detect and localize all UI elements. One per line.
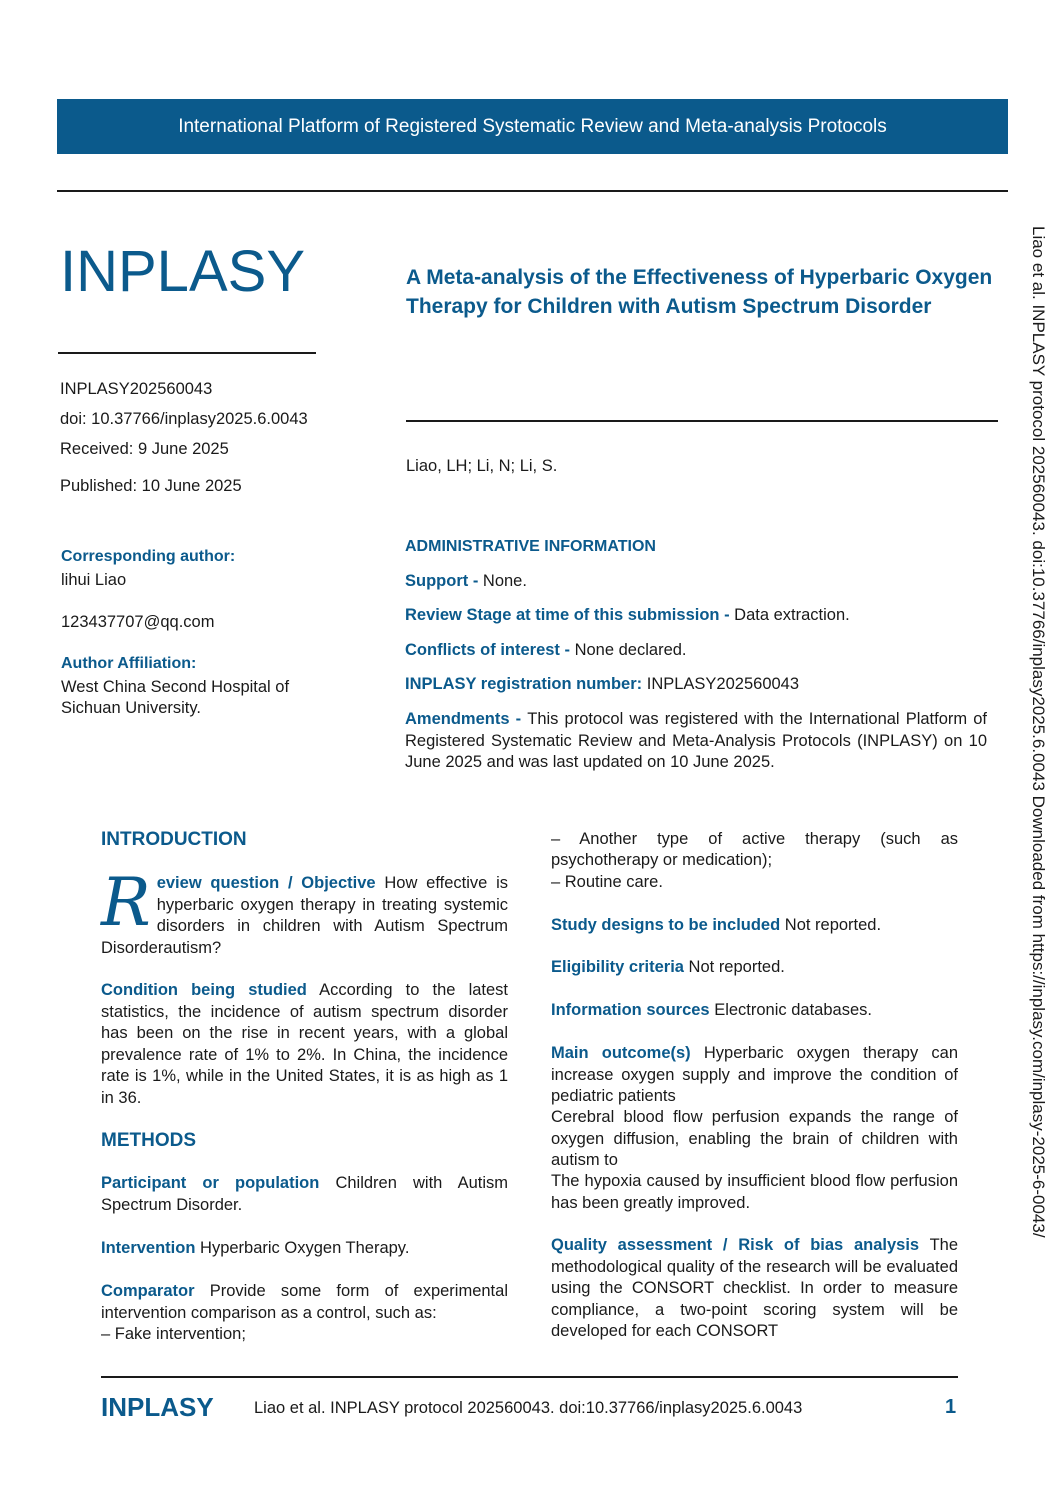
comparator-item-2b: psychotherapy or medication); — [551, 851, 773, 869]
main-outcome-label: Main outcome(s) — [551, 1044, 691, 1062]
doi-text[interactable]: doi: 10.37766/inplasy2025.6.0043 — [60, 410, 308, 428]
condition-text: According to the latest statistics, the incidence of autism spectrum disorder has been on the rise in recent years, with a global prevalence rate of 1% to 2%. In China, the incidence rate is 1%, while in the United States, it is as high as 1 in 36. — [101, 981, 509, 1107]
intervention-label: Intervention — [101, 1239, 196, 1257]
amendments-label: Amendments - — [405, 710, 528, 728]
quality-assessment-label: Quality assessment / Risk of bias analysis — [551, 1236, 920, 1254]
comparator-label: Comparator — [101, 1282, 195, 1300]
header-rule — [57, 190, 1008, 192]
published-date: Published: 10 June 2025 — [60, 477, 242, 495]
methods-heading: METHODS — [101, 1130, 196, 1151]
conflicts-label: Conflicts of interest - — [405, 641, 575, 659]
support-row — [405, 572, 527, 591]
comparator-item-1: – Fake intervention; — [101, 1325, 246, 1343]
platform-banner — [57, 99, 1008, 154]
review-stage-label: Review Stage at time of this submission - — [405, 606, 735, 624]
information-sources-label: Information sources — [551, 1001, 710, 1019]
affiliation-line-2: Sichuan University. — [61, 699, 202, 717]
inplasy-logo: INPLASY — [60, 239, 305, 304]
comparator-item-2a: – Another type of active therapy (such as — [551, 830, 958, 848]
vertical-download-text[interactable]: Liao et al. INPLASY protocol 202560043. doi:10.37766/inplasy2025.6.0043 Downloaded from https://inplasy.com/inplasy-2025-6-0043/ — [1029, 226, 1048, 1238]
comparator-item-3: – Routine care. — [551, 873, 663, 891]
study-designs-text: Not reported. — [780, 916, 882, 934]
introduction-heading: INTRODUCTION — [101, 829, 247, 850]
drop-cap: R — [101, 864, 151, 941]
quality-assessment-text: The methodological quality of the research will be evaluated using the CONSORT checklist. In order to measure compliance, a two-point scoring system will be developed for each CONSORT — [551, 1236, 958, 1340]
logo-rule — [58, 352, 316, 354]
registration-number-row — [405, 675, 799, 694]
main-outcome-paragraph-3: The hypoxia caused by insufficient blood flow perfusion has been greatly improved. — [551, 1172, 958, 1212]
support-label: Support - — [405, 572, 483, 590]
footer-logo: INPLASY — [101, 1392, 214, 1422]
study-designs-label: Study designs to be included — [551, 916, 781, 934]
protocol-id: INPLASY202560043 — [60, 380, 213, 398]
information-sources-paragraph — [551, 1000, 958, 1022]
amendments-value: This protocol was registered with the International Platform of Registered Systematic Review and Meta-Analysis Protocols (INPLASY) on 10 June 2025 and was last updated on 10 June 2025. — [405, 710, 988, 771]
admin-heading: ADMINISTRATIVE INFORMATION — [405, 538, 656, 555]
comparator-text: Provide some form of experimental intervention comparison as a control, such as: — [101, 1282, 508, 1322]
participant-label: Participant or population — [101, 1174, 320, 1192]
eligibility-text: Not reported. — [683, 958, 785, 976]
intervention-text: Hyperbaric Oxygen Therapy. — [195, 1239, 410, 1257]
information-sources-text: Electronic databases. — [709, 1001, 872, 1019]
conflicts-row — [405, 641, 687, 660]
page-number: 1 — [945, 1396, 957, 1418]
footer-citation: Liao et al. INPLASY protocol 202560043. doi:10.37766/inplasy2025.6.0043 — [254, 1399, 803, 1417]
vertical-download-note — [1030, 226, 1048, 1306]
comparator-paragraph — [101, 1281, 508, 1324]
support-value: None. — [482, 572, 527, 590]
main-outcome-text: Hyperbaric oxygen therapy can increase oxygen supply and improve the condition of pediatric patients — [551, 1044, 958, 1105]
participant-paragraph — [101, 1173, 508, 1216]
received-date: Received: 9 June 2025 — [60, 440, 229, 458]
corresponding-author-name: lihui Liao — [61, 571, 127, 589]
review-question-label: eview question / Objective — [156, 874, 376, 892]
review-question-text: How effective is hyperbaric oxygen therapy in treating systemic disorders in children with Autism Spectrum Disorderautism? — [101, 874, 508, 957]
author-list: Liao, LH; Li, N; Li, S. — [406, 457, 558, 475]
participant-text: Children with Autism Spectrum Disorder. — [101, 1174, 508, 1214]
corresponding-author-email[interactable]: 123437707@qq.com — [61, 613, 215, 631]
review-stage-value: Data extraction. — [734, 606, 850, 624]
amendments-paragraph — [405, 709, 987, 774]
conflicts-value: None declared. — [574, 641, 687, 659]
main-outcome-paragraph-2: Cerebral blood flow perfusion expands the range of oxygen diffusion, enabling the brain of children with autism to — [551, 1108, 958, 1169]
banner-text: International Platform of Registered Systematic Review and Meta-analysis Protocols — [178, 115, 887, 137]
condition-label: Condition being studied — [101, 981, 307, 999]
intervention-paragraph — [101, 1238, 508, 1260]
review-question-paragraph — [101, 864, 508, 959]
study-designs-paragraph — [551, 915, 958, 937]
title-rule — [406, 420, 998, 422]
footer-rule — [101, 1376, 958, 1378]
registration-number-label: INPLASY registration number: — [405, 675, 647, 693]
author-affiliation-label: Author Affiliation: — [61, 655, 197, 672]
review-stage-row — [405, 606, 850, 625]
paper-title: A Meta-analysis of the Effectiveness of Hyperbaric Oxygen Therapy for Children with Autism Spectrum Disorder — [406, 266, 993, 318]
affiliation-line-1: West China Second Hospital of — [61, 678, 290, 696]
eligibility-paragraph — [551, 957, 958, 979]
condition-paragraph — [101, 980, 508, 1109]
registration-number-value: INPLASY202560043 — [646, 675, 800, 693]
corresponding-author-label: Corresponding author: — [61, 548, 236, 565]
eligibility-label: Eligibility criteria — [551, 958, 684, 976]
quality-assessment-paragraph — [551, 1235, 958, 1343]
main-outcome-paragraph — [551, 1043, 958, 1108]
